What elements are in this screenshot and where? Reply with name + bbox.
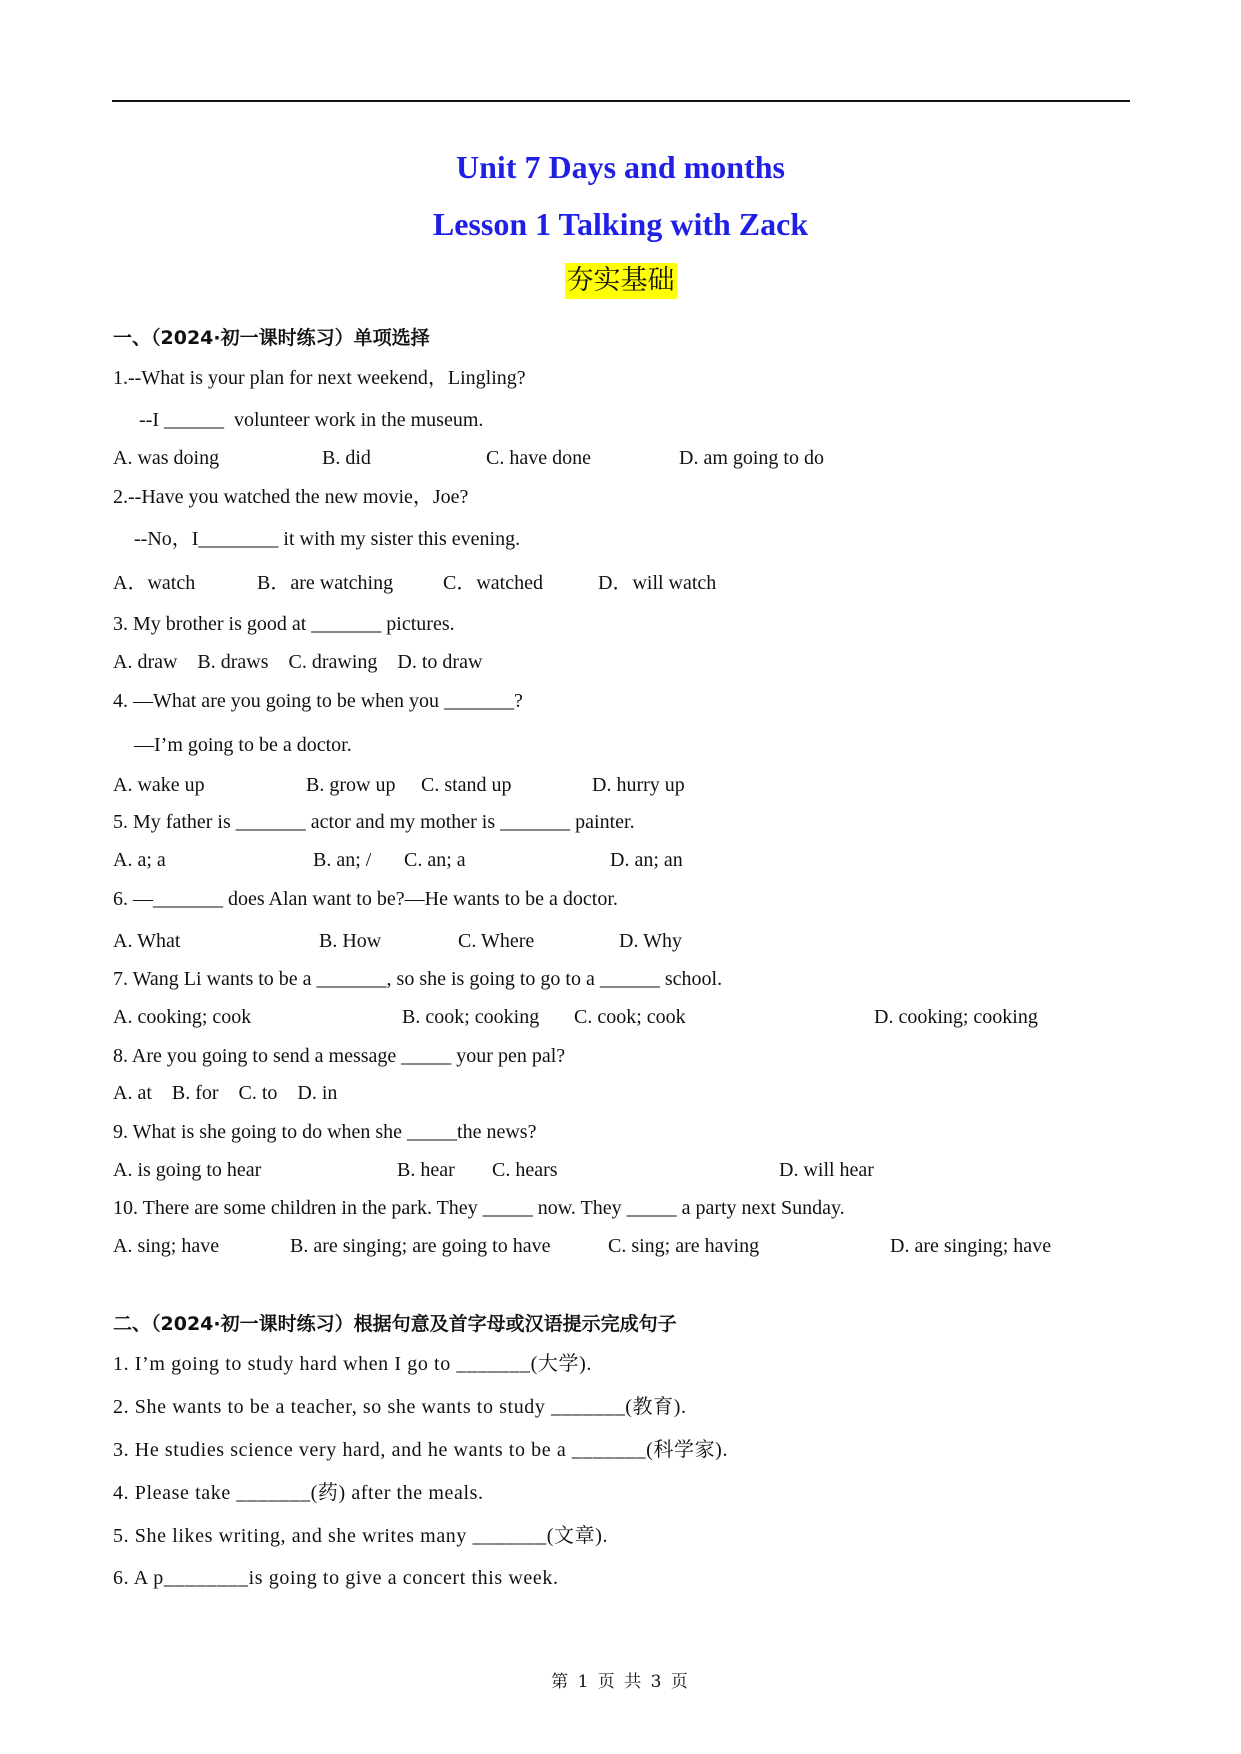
q7-option-c: C. cook; cook	[574, 1006, 686, 1028]
q4-answer-line: —I’m going to be a doctor.	[134, 734, 352, 756]
q2-option-d: D．will watch	[598, 572, 717, 594]
fill-item-6: 6. A p________is going to give a concert this week.	[113, 1567, 559, 1589]
q6-option-d: D. Why	[619, 930, 682, 952]
q8-options: A. at B. for C. to D. in	[113, 1082, 338, 1104]
q1-option-b: B. did	[322, 447, 371, 469]
fill-item-5: 5. She likes writing, and she writes many _______(文章).	[113, 1525, 609, 1547]
section-badge: 夯实基础	[565, 263, 677, 299]
unit-title: Unit 7 Days and months	[456, 149, 785, 185]
q6-option-b: B. How	[319, 930, 382, 952]
q10-option-b: B. are singing; are going to have	[290, 1235, 551, 1257]
q2-stem: 2.--Have you watched the new movie，Joe?	[113, 486, 469, 508]
fill-item-1: 1. I’m going to study hard when I go to _______(大学).	[113, 1353, 592, 1375]
page-footer: 第 1 页 共 3 页	[551, 1672, 690, 1692]
fill-item-3: 3. He studies science very hard, and he wants to be a _______(科学家).	[113, 1439, 729, 1461]
q1-stem: 1.--What is your plan for next weekend，Lingling?	[113, 367, 526, 389]
q2-option-b: B．are watching	[257, 572, 394, 594]
header-rule	[112, 100, 1130, 102]
section1-heading: 一、（2024·初一课时练习）单项选择	[113, 327, 430, 349]
q6-option-a: A. What	[113, 930, 181, 952]
q2-answer-line: --No，I________ it with my sister this evening.	[134, 528, 521, 550]
fill-item-2: 2. She wants to be a teacher, so she wants to study _______(教育).	[113, 1396, 687, 1418]
q10-stem: 10. There are some children in the park. They _____ now. They _____ a party next Sunday.	[113, 1197, 845, 1219]
q9-option-c: C. hears	[492, 1159, 558, 1181]
q2-option-c: C．watched	[443, 572, 543, 594]
q3-options: A. draw B. draws C. drawing D. to draw	[113, 651, 483, 673]
q1-answer-line: --I ______ volunteer work in the museum.	[139, 409, 484, 431]
lesson-title: Lesson 1 Talking with Zack	[432, 206, 809, 242]
q6-option-c: C. Where	[458, 930, 535, 952]
q5-option-c: C. an; a	[404, 849, 466, 871]
q9-option-b: B. hear	[397, 1159, 455, 1181]
q4-option-a: A. wake up	[113, 774, 205, 796]
q9-option-d: D. will hear	[779, 1159, 874, 1181]
section2-heading: 二、（2024·初一课时练习）根据句意及首字母或汉语提示完成句子	[113, 1313, 677, 1335]
q9-stem: 9. What is she going to do when she _____the news?	[113, 1121, 537, 1143]
q4-stem: 4. —What are you going to be when you _______?	[113, 690, 523, 712]
q10-option-c: C. sing; are having	[608, 1235, 760, 1257]
q5-option-b: B. an; /	[313, 849, 372, 871]
q5-option-a: A. a; a	[113, 849, 166, 871]
fill-item-4: 4. Please take _______(药) after the meals.	[113, 1482, 484, 1504]
q1-option-c: C. have done	[486, 447, 591, 469]
q5-stem: 5. My father is _______ actor and my mother is _______ painter.	[113, 811, 635, 833]
q1-option-a: A. was doing	[113, 447, 220, 469]
q1-option-d: D. am going to do	[679, 447, 824, 469]
q4-option-b: B. grow up	[306, 774, 396, 796]
q10-option-d: D. are singing; have	[890, 1235, 1052, 1257]
q10-option-a: A. sing; have	[113, 1235, 220, 1257]
q8-stem: 8. Are you going to send a message _____ your pen pal?	[113, 1045, 566, 1067]
q4-option-d: D. hurry up	[592, 774, 685, 796]
q7-option-d: D. cooking; cooking	[874, 1006, 1038, 1028]
q3-stem: 3. My brother is good at _______ pictures.	[113, 613, 455, 635]
q2-option-a: A．watch	[113, 572, 196, 594]
q5-option-d: D. an; an	[610, 849, 683, 871]
q7-option-b: B. cook; cooking	[402, 1006, 540, 1028]
q4-option-c: C. stand up	[421, 774, 512, 796]
q7-option-a: A. cooking; cook	[113, 1006, 252, 1028]
q6-stem: 6. —_______ does Alan want to be?—He wants to be a doctor.	[113, 888, 618, 910]
q9-option-a: A. is going to hear	[113, 1159, 262, 1181]
q7-stem: 7. Wang Li wants to be a _______, so she is going to go to a ______ school.	[113, 968, 723, 990]
